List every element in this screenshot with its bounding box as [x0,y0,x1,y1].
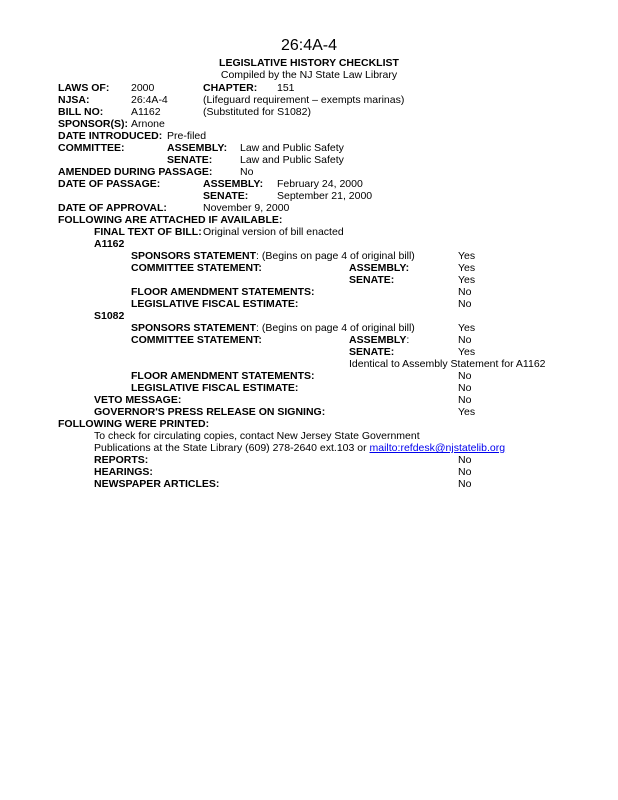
njsa-label: NJSA: [58,94,90,106]
passage-senate-label: SENATE: [203,190,249,202]
email-link[interactable]: mailto:refdesk@njstatelib.org [369,442,506,454]
a1162-sponsors-statement-label: SPONSORS STATEMENT [131,250,257,262]
amended-label: AMENDED DURING PASSAGE: [58,166,213,178]
a1162-floor-label: FLOOR AMENDMENT STATEMENTS: [131,286,315,298]
njsa-value: 26:4A-4 [131,94,168,106]
laws-of-label: LAWS OF: [58,82,110,94]
date-introduced-label: DATE INTRODUCED: [58,130,163,142]
sponsors-label: SPONSOR(S): [58,118,129,130]
s1082-assembly-label: ASSEMBLY [349,334,407,346]
printed-line-2-text: Publications at the State Library (609) 278-2640 ext.103 or [94,442,370,454]
veto-value: No [458,394,472,406]
approval-value: November 9, 2000 [203,202,290,214]
s1082-assembly-value: No [458,334,472,346]
statute-number: 26:4A-4 [280,37,338,54]
a1162-sponsors-statement-value: Yes [458,250,476,262]
attached-heading: FOLLOWING ARE ATTACHED IF AVAILABLE: [58,214,283,226]
s1082-fiscal-label: LEGISLATIVE FISCAL ESTIMATE: [131,382,299,394]
s1082-floor-value: No [458,370,472,382]
bill-s1082-heading: S1082 [94,310,125,322]
date-introduced-value: Pre-filed [167,130,207,142]
njsa-description: (Lifeguard requirement – exempts marinas) [203,94,405,106]
governor-value: Yes [458,406,476,418]
bill-a1162-heading: A1162 [94,238,125,250]
amended-value: No [240,166,254,178]
passage-label: DATE OF PASSAGE: [58,178,161,190]
a1162-senate-value: Yes [458,274,476,286]
s1082-floor-label: FLOOR AMENDMENT STATEMENTS: [131,370,315,382]
s1082-sponsors-statement-value: Yes [458,322,476,334]
bill-no-label: BILL NO: [58,106,104,118]
committee-label: COMMITTEE: [58,142,125,154]
committee-assembly-value: Law and Public Safety [240,142,344,154]
reports-label: REPORTS: [94,454,149,466]
s1082-senate-value: Yes [458,346,476,358]
passage-assembly-label: ASSEMBLY: [203,178,264,190]
reports-value: No [458,454,472,466]
printed-line-2 [94,442,505,454]
committee-senate-value: Law and Public Safety [240,154,344,166]
sponsors-value: Arnone [131,118,165,130]
printed-heading: FOLLOWING WERE PRINTED: [58,418,210,430]
passage-senate-value: September 21, 2000 [277,190,373,202]
a1162-sponsors-statement [131,250,415,262]
a1162-sponsors-statement-note: : (Begins on page 4 of original bill) [256,250,415,262]
s1082-senate-label: SENATE: [349,346,395,358]
committee-senate-label: SENATE: [167,154,213,166]
a1162-fiscal-label: LEGISLATIVE FISCAL ESTIMATE: [131,298,299,310]
approval-label: DATE OF APPROVAL: [58,202,167,214]
chapter-value: 151 [277,82,295,94]
hearings-label: HEARINGS: [94,466,153,478]
s1082-assembly-colon: : [406,334,410,346]
printed-line-1: To check for circulating copies, contact New Jersey State Government [94,430,420,442]
final-text-value: Original version of bill enacted [203,226,344,238]
bill-no-value: A1162 [131,106,161,118]
articles-value: No [458,478,472,490]
a1162-senate-label: SENATE: [349,274,395,286]
s1082-sponsors-statement-label: SPONSORS STATEMENT [131,322,257,334]
a1162-assembly-value: Yes [458,262,476,274]
passage-assembly-value: February 24, 2000 [277,178,363,190]
s1082-identical-note: Identical to Assembly Statement for A1162 [349,358,546,370]
compiled-by: Compiled by the NJ State Law Library [220,69,398,81]
articles-label: NEWSPAPER ARTICLES: [94,478,220,490]
veto-label: VETO MESSAGE: [94,394,182,406]
s1082-committee-statement-label: COMMITTEE STATEMENT: [131,334,262,346]
laws-of-value: 2000 [131,82,155,94]
a1162-floor-value: No [458,286,472,298]
governor-label: GOVERNOR'S PRESS RELEASE ON SIGNING: [94,406,326,418]
a1162-assembly-label: ASSEMBLY: [349,262,410,274]
substituted-note: (Substituted for S1082) [203,106,311,118]
s1082-fiscal-value: No [458,382,472,394]
hearings-value: No [458,466,472,478]
page-title: LEGISLATIVE HISTORY CHECKLIST [219,57,399,69]
a1162-fiscal-value: No [458,298,472,310]
committee-assembly-label: ASSEMBLY: [167,142,228,154]
s1082-sponsors-statement [131,322,415,334]
s1082-assembly [349,334,409,346]
final-text-label: FINAL TEXT OF BILL: [94,226,202,238]
chapter-label: CHAPTER: [203,82,258,94]
s1082-sponsors-statement-note: : (Begins on page 4 of original bill) [256,322,415,334]
a1162-committee-statement-label: COMMITTEE STATEMENT: [131,262,262,274]
